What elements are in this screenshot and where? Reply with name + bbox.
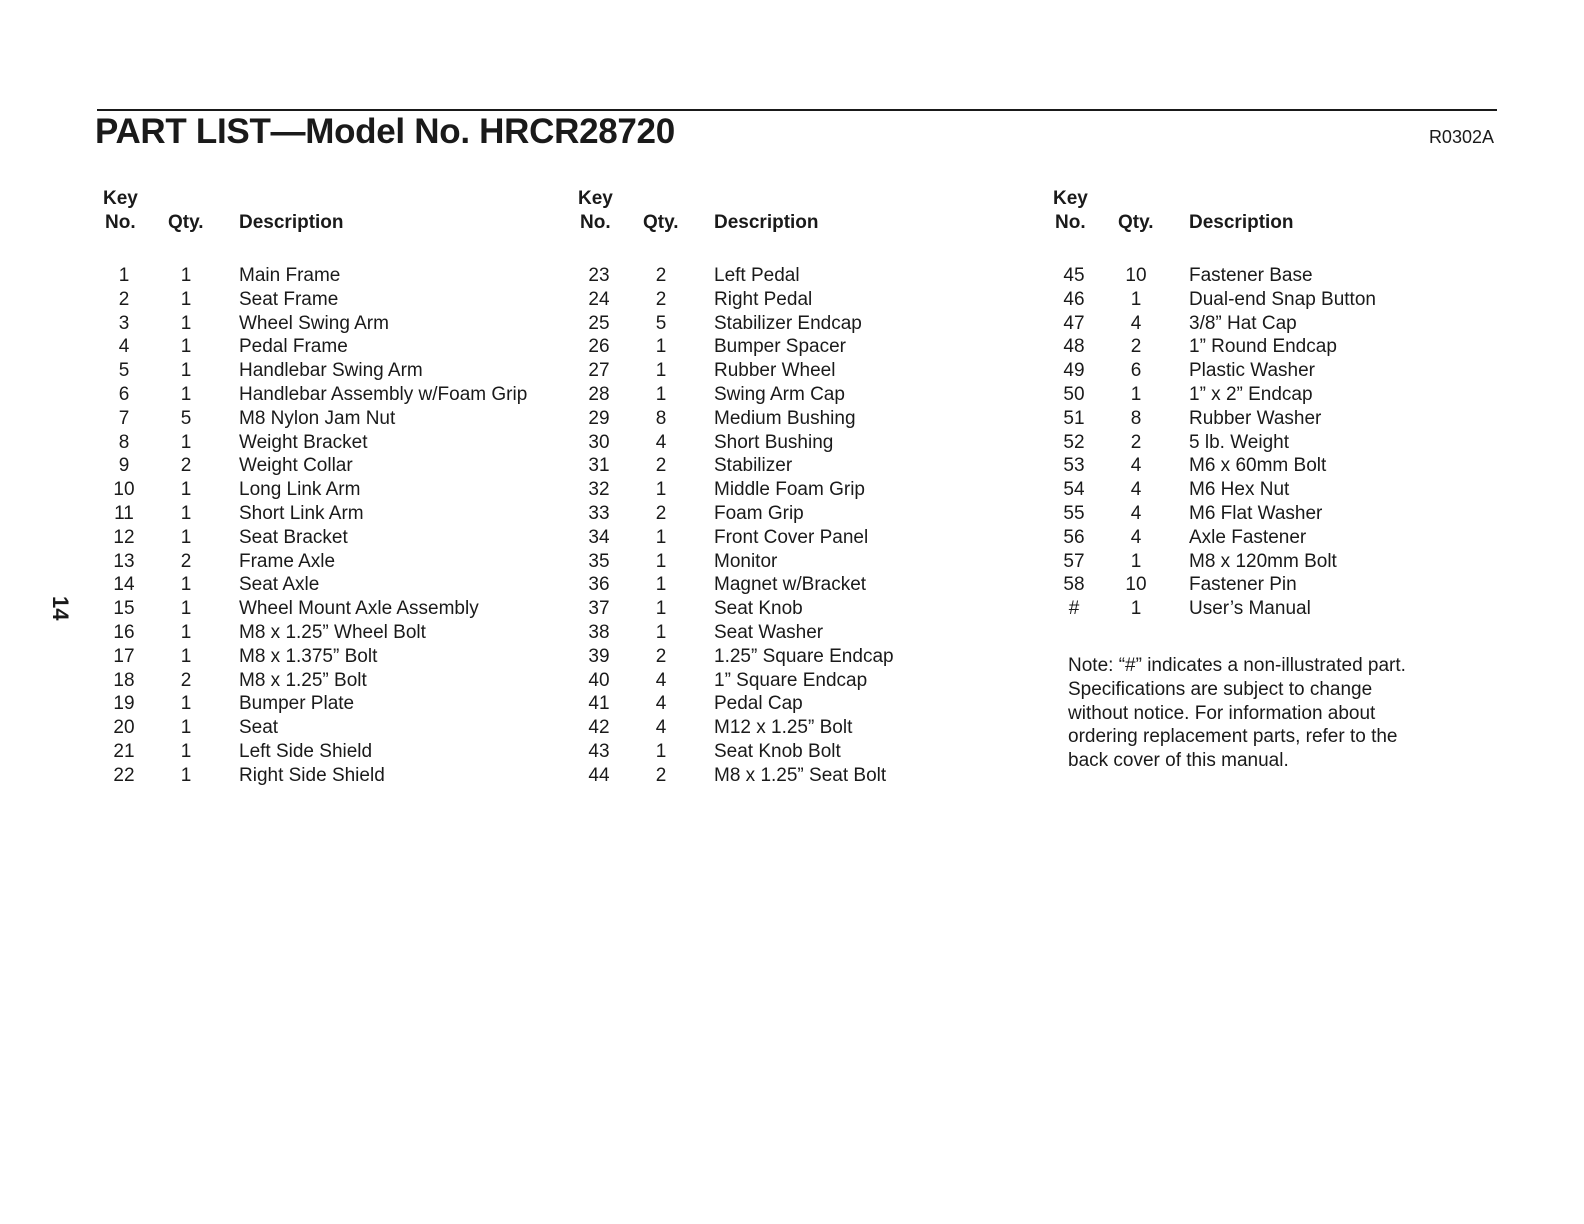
- parts-rows: [1053, 264, 1523, 621]
- quantity: 2: [180, 550, 192, 572]
- quantity: 2: [180, 669, 192, 691]
- quantity: 10: [1125, 265, 1147, 286]
- part-description: Pedal Frame: [239, 336, 348, 358]
- parts-row: [103, 502, 573, 526]
- parts-row: [1053, 478, 1523, 502]
- no-header: No.: [580, 212, 611, 233]
- parts-row: [103, 621, 573, 645]
- key-number: 58: [1063, 574, 1085, 596]
- key-number: 19: [113, 693, 135, 715]
- quantity: 6: [1130, 360, 1142, 382]
- parts-row: [578, 359, 1048, 383]
- part-description: Short Link Arm: [239, 502, 364, 524]
- parts-rows: [578, 264, 1048, 788]
- quantity: 1: [180, 598, 192, 620]
- quantity: 5: [655, 312, 667, 334]
- key-number: 15: [113, 598, 135, 620]
- document-code: R0302A: [1428, 127, 1494, 147]
- key-number: 18: [113, 669, 135, 691]
- key-number: 27: [588, 360, 610, 382]
- qty-header: Qty.: [1118, 212, 1154, 233]
- quantity: 1: [180, 479, 192, 501]
- part-description: Swing Arm Cap: [714, 383, 845, 405]
- quantity: 4: [655, 669, 667, 691]
- parts-row: [1053, 288, 1523, 312]
- key-number: 10: [113, 479, 135, 501]
- part-description: 1” x 2” Endcap: [1189, 383, 1313, 405]
- quantity: 1: [180, 574, 192, 596]
- key-number: 20: [113, 717, 135, 739]
- part-description: Fastener Base: [1189, 265, 1313, 286]
- parts-row: [103, 431, 573, 455]
- parts-row: [1053, 597, 1523, 621]
- part-description: Rubber Wheel: [714, 360, 836, 382]
- key-number: 22: [113, 764, 135, 786]
- parts-row: [578, 264, 1048, 288]
- quantity: 1: [180, 360, 192, 382]
- key-number: 50: [1063, 383, 1085, 405]
- part-description: Axle Fastener: [1189, 526, 1307, 548]
- part-description: M6 Hex Nut: [1189, 479, 1290, 501]
- quantity: 1: [180, 764, 192, 786]
- parts-row: [578, 645, 1048, 669]
- column-header: [1053, 188, 1523, 238]
- part-description: Seat Frame: [239, 288, 339, 310]
- key-number: 52: [1063, 431, 1085, 453]
- key-number: 14: [113, 574, 135, 596]
- quantity: 1: [180, 621, 192, 643]
- part-description: Wheel Mount Axle Assembly: [239, 598, 479, 620]
- parts-row: [578, 692, 1048, 716]
- key-number: 35: [588, 550, 610, 572]
- parts-row: [578, 431, 1048, 455]
- parts-row: [103, 692, 573, 716]
- parts-column-1: [103, 188, 573, 788]
- part-description: Left Side Shield: [239, 740, 373, 762]
- key-number: 54: [1063, 479, 1085, 501]
- quantity: 1: [180, 645, 192, 667]
- key-number: 37: [588, 598, 610, 620]
- quantity: 1: [655, 336, 667, 358]
- page-number: 14: [48, 596, 73, 621]
- quantity: 1: [180, 383, 192, 405]
- key-number: 56: [1063, 526, 1085, 548]
- parts-row: [103, 597, 573, 621]
- part-description: M8 x 120mm Bolt: [1189, 550, 1337, 572]
- quantity: 1: [180, 717, 192, 739]
- parts-row: [103, 764, 573, 788]
- key-number: 12: [113, 526, 135, 548]
- quantity: 1: [180, 502, 192, 524]
- quantity: 1: [655, 550, 667, 572]
- parts-row: [1053, 573, 1523, 597]
- parts-row: [103, 407, 573, 431]
- parts-row: [578, 454, 1048, 478]
- key-number: 36: [588, 574, 610, 596]
- part-description: Seat Knob: [714, 598, 803, 620]
- key-number: 8: [118, 431, 130, 453]
- key-number: 51: [1063, 407, 1085, 429]
- key-number: 39: [588, 645, 610, 667]
- quantity: 8: [655, 407, 667, 429]
- key-number: 53: [1063, 455, 1085, 477]
- quantity: 1: [1130, 550, 1142, 572]
- quantity: 1: [180, 740, 192, 762]
- parts-row: [1053, 454, 1523, 478]
- quantity: 2: [1130, 431, 1142, 453]
- parts-row: [1053, 383, 1523, 407]
- part-description: Pedal Cap: [714, 693, 803, 715]
- quantity: 2: [655, 645, 667, 667]
- key-number: 7: [118, 407, 130, 429]
- quantity: 4: [1130, 479, 1142, 501]
- key-number: 16: [113, 621, 135, 643]
- parts-row: [1053, 431, 1523, 455]
- quantity: 2: [655, 265, 667, 286]
- key-number: 4: [118, 336, 130, 358]
- parts-row: [103, 288, 573, 312]
- quantity: 1: [180, 431, 192, 453]
- key-number: 30: [588, 431, 610, 453]
- part-description: M8 x 1.25” Bolt: [239, 669, 367, 691]
- quantity: 8: [1130, 407, 1142, 429]
- parts-row: [1053, 335, 1523, 359]
- description-header: Description: [1189, 212, 1294, 233]
- parts-row: [1053, 502, 1523, 526]
- parts-row: [578, 550, 1048, 574]
- part-description: Weight Collar: [239, 455, 353, 477]
- part-description: Seat Washer: [714, 621, 824, 643]
- no-header: No.: [1055, 212, 1086, 233]
- parts-row: [103, 669, 573, 693]
- key-number: 34: [588, 526, 610, 548]
- quantity: 4: [655, 431, 667, 453]
- part-description: Plastic Washer: [1189, 360, 1315, 382]
- part-description: Foam Grip: [714, 502, 804, 524]
- quantity: 1: [180, 288, 192, 310]
- parts-column-3: [1053, 188, 1523, 621]
- quantity: 2: [655, 502, 667, 524]
- key-number: 26: [588, 336, 610, 358]
- quantity: 10: [1125, 574, 1147, 596]
- part-description: Weight Bracket: [239, 431, 368, 453]
- part-description: Front Cover Panel: [714, 526, 869, 548]
- key-number: 33: [588, 502, 610, 524]
- parts-rows: [103, 264, 573, 788]
- quantity: 1: [655, 479, 667, 501]
- key-number: 32: [588, 479, 610, 501]
- key-number: 11: [114, 502, 134, 524]
- key-number: 29: [588, 407, 610, 429]
- key-number: 5: [118, 360, 130, 382]
- key-number: 55: [1063, 502, 1085, 524]
- parts-row: [578, 383, 1048, 407]
- key-number: 45: [1063, 265, 1085, 286]
- part-description: M8 Nylon Jam Nut: [239, 407, 396, 429]
- quantity: 4: [655, 693, 667, 715]
- key-number: 42: [588, 717, 610, 739]
- parts-row: [578, 335, 1048, 359]
- part-description: M8 x 1.25” Seat Bolt: [714, 764, 887, 786]
- part-description: M6 Flat Washer: [1189, 502, 1323, 524]
- parts-row: [103, 359, 573, 383]
- parts-row: [103, 740, 573, 764]
- key-number: 57: [1063, 550, 1085, 572]
- quantity: 1: [655, 740, 667, 762]
- part-description: 5 lb. Weight: [1189, 431, 1289, 453]
- key-number: 2: [118, 288, 130, 310]
- part-description: M12 x 1.25” Bolt: [714, 717, 853, 739]
- parts-row: [103, 478, 573, 502]
- key-number: 49: [1063, 360, 1085, 382]
- quantity: 1: [655, 598, 667, 620]
- quantity: 1: [1130, 598, 1142, 620]
- quantity: 1: [180, 336, 192, 358]
- parts-row: [103, 312, 573, 336]
- parts-row: [578, 621, 1048, 645]
- quantity: 2: [655, 764, 667, 786]
- quantity: 4: [655, 717, 667, 739]
- parts-row: [1053, 526, 1523, 550]
- key-number: 21: [113, 740, 135, 762]
- parts-row: [1053, 312, 1523, 336]
- quantity: 1: [1130, 383, 1142, 405]
- parts-row: [103, 335, 573, 359]
- parts-row: [103, 264, 573, 288]
- part-description: Long Link Arm: [239, 479, 361, 501]
- parts-row: [1053, 264, 1523, 288]
- parts-row: [1053, 359, 1523, 383]
- part-description: User’s Manual: [1189, 598, 1311, 620]
- part-description: Seat Knob Bolt: [714, 740, 841, 762]
- key-number: 6: [118, 383, 130, 405]
- parts-row: [103, 383, 573, 407]
- parts-row: [578, 669, 1048, 693]
- parts-row: [578, 526, 1048, 550]
- part-description: 1” Round Endcap: [1189, 336, 1337, 358]
- key-number: 48: [1063, 336, 1085, 358]
- parts-row: [578, 764, 1048, 788]
- part-description: Monitor: [714, 550, 778, 572]
- part-description: M8 x 1.25” Wheel Bolt: [239, 621, 426, 643]
- key-number: #: [1068, 598, 1080, 620]
- key-number: 40: [588, 669, 610, 691]
- quantity: 4: [1130, 455, 1142, 477]
- parts-row: [1053, 407, 1523, 431]
- quantity: 1: [180, 526, 192, 548]
- part-description: Fastener Pin: [1189, 574, 1297, 596]
- quantity: 4: [1130, 502, 1142, 524]
- part-description: Wheel Swing Arm: [239, 312, 389, 334]
- parts-row: [578, 312, 1048, 336]
- parts-row: [578, 740, 1048, 764]
- key-number: 44: [588, 764, 610, 786]
- part-description: Bumper Plate: [239, 693, 355, 715]
- parts-row: [103, 454, 573, 478]
- key-number: 24: [588, 288, 610, 310]
- part-description: Handlebar Swing Arm: [239, 360, 423, 382]
- part-description: 1” Square Endcap: [714, 669, 868, 691]
- part-description: Handlebar Assembly w/Foam Grip: [239, 383, 528, 405]
- quantity: 1: [655, 621, 667, 643]
- part-description: Short Bushing: [714, 431, 834, 453]
- part-description: Middle Foam Grip: [714, 479, 865, 501]
- key-header: Key: [578, 188, 613, 209]
- part-description: Stabilizer: [714, 455, 793, 477]
- part-description: Frame Axle: [239, 550, 336, 572]
- parts-row: [103, 573, 573, 597]
- part-description: Magnet w/Bracket: [714, 574, 867, 596]
- parts-row: [103, 716, 573, 740]
- description-header: Description: [239, 212, 344, 233]
- quantity: 2: [180, 455, 192, 477]
- key-number: 25: [588, 312, 610, 334]
- qty-header: Qty.: [643, 212, 679, 233]
- parts-row: [578, 407, 1048, 431]
- top-rule: [97, 109, 1497, 111]
- part-description: Seat: [239, 717, 279, 739]
- parts-row: [578, 597, 1048, 621]
- part-description: 1.25” Square Endcap: [714, 645, 894, 667]
- part-description: M6 x 60mm Bolt: [1189, 455, 1327, 477]
- note-text: Note: “#” indicates a non-illustrated part. Specifications are subject to change without notice. For information about ordering replacement parts, refer to the back cover of this manual.: [1068, 655, 1406, 772]
- key-number: 13: [113, 550, 135, 572]
- column-header: [578, 188, 1048, 238]
- part-description: Right Side Shield: [239, 764, 385, 786]
- parts-column-2: [578, 188, 1048, 788]
- quantity: 4: [1130, 312, 1142, 334]
- key-number: 3: [118, 312, 130, 334]
- key-number: 17: [113, 645, 135, 667]
- parts-row: [578, 573, 1048, 597]
- key-number: 1: [118, 265, 130, 286]
- parts-row: [1053, 550, 1523, 574]
- part-description: Rubber Washer: [1189, 407, 1322, 429]
- key-number: 47: [1063, 312, 1085, 334]
- column-header: [103, 188, 573, 238]
- key-number: 43: [588, 740, 610, 762]
- key-number: 38: [588, 621, 610, 643]
- quantity: 2: [655, 288, 667, 310]
- part-description: Seat Axle: [239, 574, 320, 596]
- parts-row: [103, 526, 573, 550]
- part-description: Medium Bushing: [714, 407, 856, 429]
- quantity: 2: [655, 455, 667, 477]
- key-number: 9: [118, 455, 130, 477]
- quantity: 1: [180, 265, 192, 286]
- page-title: PART LIST—Model No. HRCR28720: [95, 112, 675, 151]
- key-header: Key: [103, 188, 138, 209]
- parts-row: [578, 716, 1048, 740]
- quantity: 1: [655, 383, 667, 405]
- quantity: 5: [180, 407, 192, 429]
- quantity: 2: [1130, 336, 1142, 358]
- quantity: 1: [180, 312, 192, 334]
- parts-row: [578, 478, 1048, 502]
- part-description: Bumper Spacer: [714, 336, 847, 358]
- quantity: 1: [1130, 288, 1142, 310]
- key-number: 41: [588, 693, 610, 715]
- quantity: 4: [1130, 526, 1142, 548]
- quantity: 1: [655, 526, 667, 548]
- key-number: 23: [588, 265, 610, 286]
- parts-row: [103, 550, 573, 574]
- part-description: Seat Bracket: [239, 526, 348, 548]
- quantity: 1: [655, 360, 667, 382]
- key-number: 28: [588, 383, 610, 405]
- key-number: 31: [588, 455, 610, 477]
- part-description: M8 x 1.375” Bolt: [239, 645, 378, 667]
- description-header: Description: [714, 212, 819, 233]
- key-header: Key: [1053, 188, 1088, 209]
- quantity: 1: [655, 574, 667, 596]
- part-description: 3/8” Hat Cap: [1189, 312, 1297, 334]
- part-description: Left Pedal: [714, 265, 800, 286]
- no-header: No.: [105, 212, 136, 233]
- parts-row: [578, 288, 1048, 312]
- key-number: 46: [1063, 288, 1085, 310]
- part-description: Right Pedal: [714, 288, 813, 310]
- qty-header: Qty.: [168, 212, 204, 233]
- quantity: 1: [180, 693, 192, 715]
- part-description: Dual-end Snap Button: [1189, 288, 1376, 310]
- parts-row: [103, 645, 573, 669]
- part-description: Main Frame: [239, 265, 341, 286]
- parts-row: [578, 502, 1048, 526]
- part-description: Stabilizer Endcap: [714, 312, 862, 334]
